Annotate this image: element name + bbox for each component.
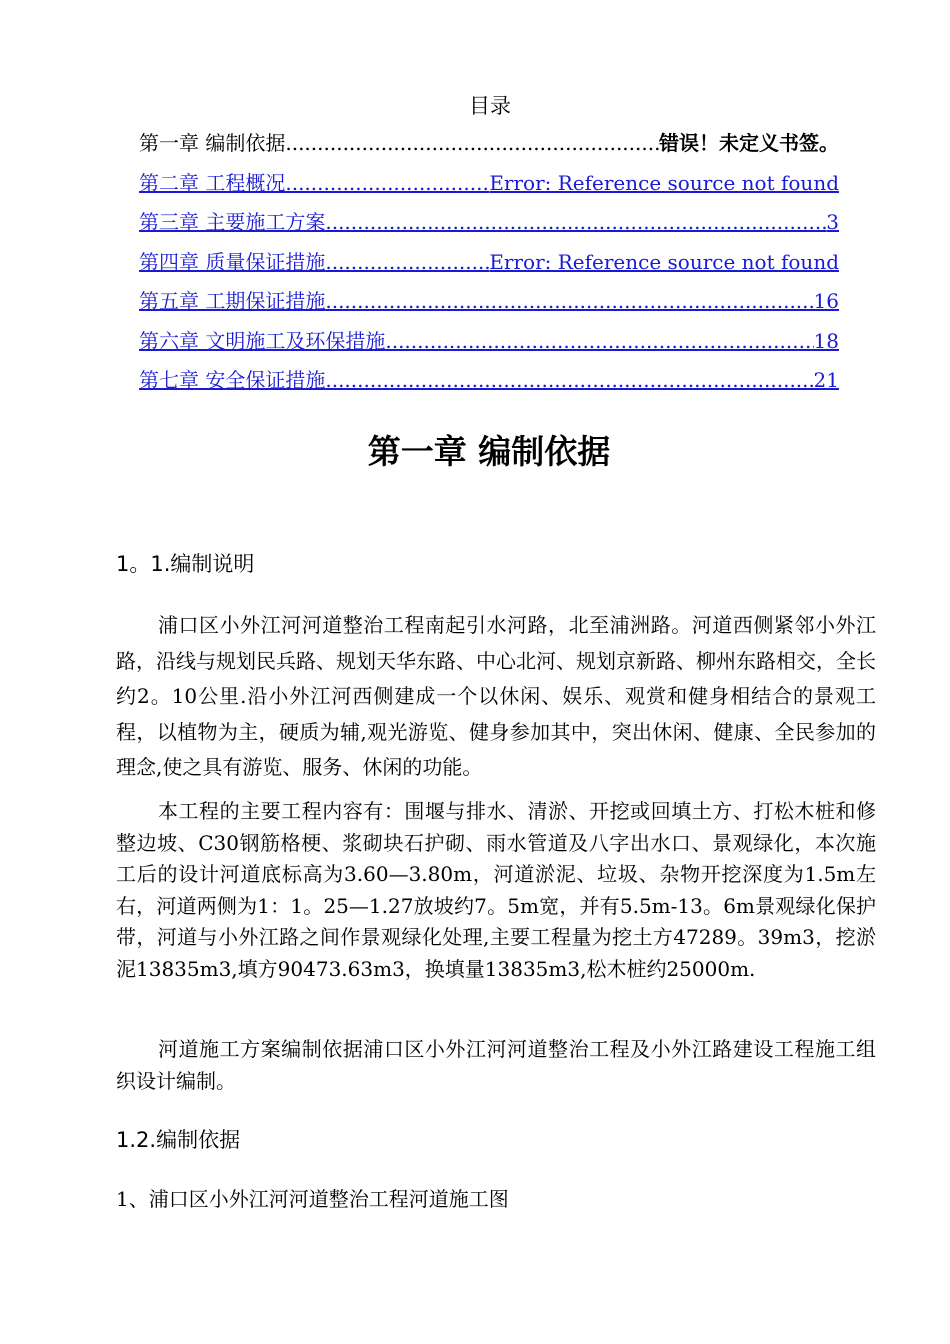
- section-heading-1-1: 1。1.编制说明: [116, 552, 255, 576]
- toc-leader-dots: [325, 365, 813, 395]
- toc-entry-label: 第五章 工期保证措施: [139, 289, 326, 313]
- toc-entry-chapter-1: [139, 128, 839, 168]
- toc-leader-dots: [325, 207, 826, 237]
- toc-leader-dots: [285, 168, 489, 198]
- toc-entry-chapter-5[interactable]: [139, 286, 839, 326]
- toc-entry-page: 3: [826, 210, 839, 234]
- toc-entry-page: 18: [813, 328, 839, 353]
- toc-entry-page: Error: Reference source not found: [489, 170, 839, 195]
- table-of-contents: [139, 128, 839, 405]
- basis-list-item-1: 1、浦口区小外江河河道整治工程河道施工图: [116, 1187, 509, 1211]
- toc-entry-label: 第七章 安全保证措施: [139, 368, 326, 392]
- toc-entry-label: 第四章 质量保证措施: [139, 249, 326, 274]
- toc-entry-page: Error: Reference source not found: [489, 249, 839, 274]
- section-heading-1-2: 1.2.编制依据: [116, 1128, 241, 1152]
- toc-entry-chapter-2[interactable]: [139, 168, 839, 208]
- paragraph-project-description: 浦口区小外江河河道整治工程南起引水河路，北至浦洲路。河道西侧紧邻小外江路，沿线与规划民兵路、规划天华东路、中心北河、规划京新路、柳州东路相交，全长约2。10公里.沿小外江河西侧建成一个以休闲、娱乐、观赏和健身相结合的景观工程，以植物为主，硬质为辅,观光游览、健身参加其中，突出休闲、健康、全民参加的理念,使之具有游览、服务、休闲的功能。: [116, 613, 876, 779]
- toc-leader-dots: [385, 326, 813, 356]
- toc-title: 目录: [469, 94, 511, 118]
- toc-entry-page: 错误！未定义书签。: [659, 131, 839, 155]
- paragraph-basis-note: 河道施工方案编制依据浦口区小外江河河道整治工程及小外江路建设工程施工组织设计编制。: [116, 1037, 876, 1093]
- toc-entry-chapter-3[interactable]: [139, 207, 839, 247]
- toc-leader-dots: [325, 247, 489, 277]
- chapter-title: 第一章 编制依据: [367, 432, 611, 471]
- toc-entry-label: 第六章 文明施工及环保措施: [139, 328, 386, 353]
- toc-entry-chapter-7[interactable]: [139, 365, 839, 405]
- toc-entry-page: 16: [813, 289, 839, 313]
- toc-entry-page: 21: [813, 368, 839, 392]
- toc-entry-label: 第二章 工程概况: [139, 170, 286, 195]
- toc-entry-label: 第三章 主要施工方案: [139, 210, 326, 234]
- toc-entry-label: 第一章 编制依据: [139, 131, 286, 155]
- toc-entry-chapter-6[interactable]: [139, 326, 839, 366]
- toc-entry-chapter-4[interactable]: [139, 247, 839, 287]
- toc-leader-dots: [285, 128, 659, 158]
- paragraph-work-content: 本工程的主要工程内容有：围堰与排水、清淤、开挖或回填土方、打松木桩和修整边坡、C30钢筋格梗、浆砌块石护砌、雨水管道及八字出水口、景观绿化，本次施工后的设计河道底标高为3.60—3.80m，河道淤泥、垃圾、杂物开挖深度为1.5m左右，河道两侧为1：1。25—1.27放坡约7。5m宽，并有5.5m-13。6m景观绿化保护带，河道与小外江路之间作景观绿化处理,主要工程量为挖土方47289。39m3，挖淤泥13835m3,填方90473.63m3，换填量13835m3,松木桩约25000m.: [116, 799, 876, 981]
- toc-leader-dots: [325, 286, 813, 316]
